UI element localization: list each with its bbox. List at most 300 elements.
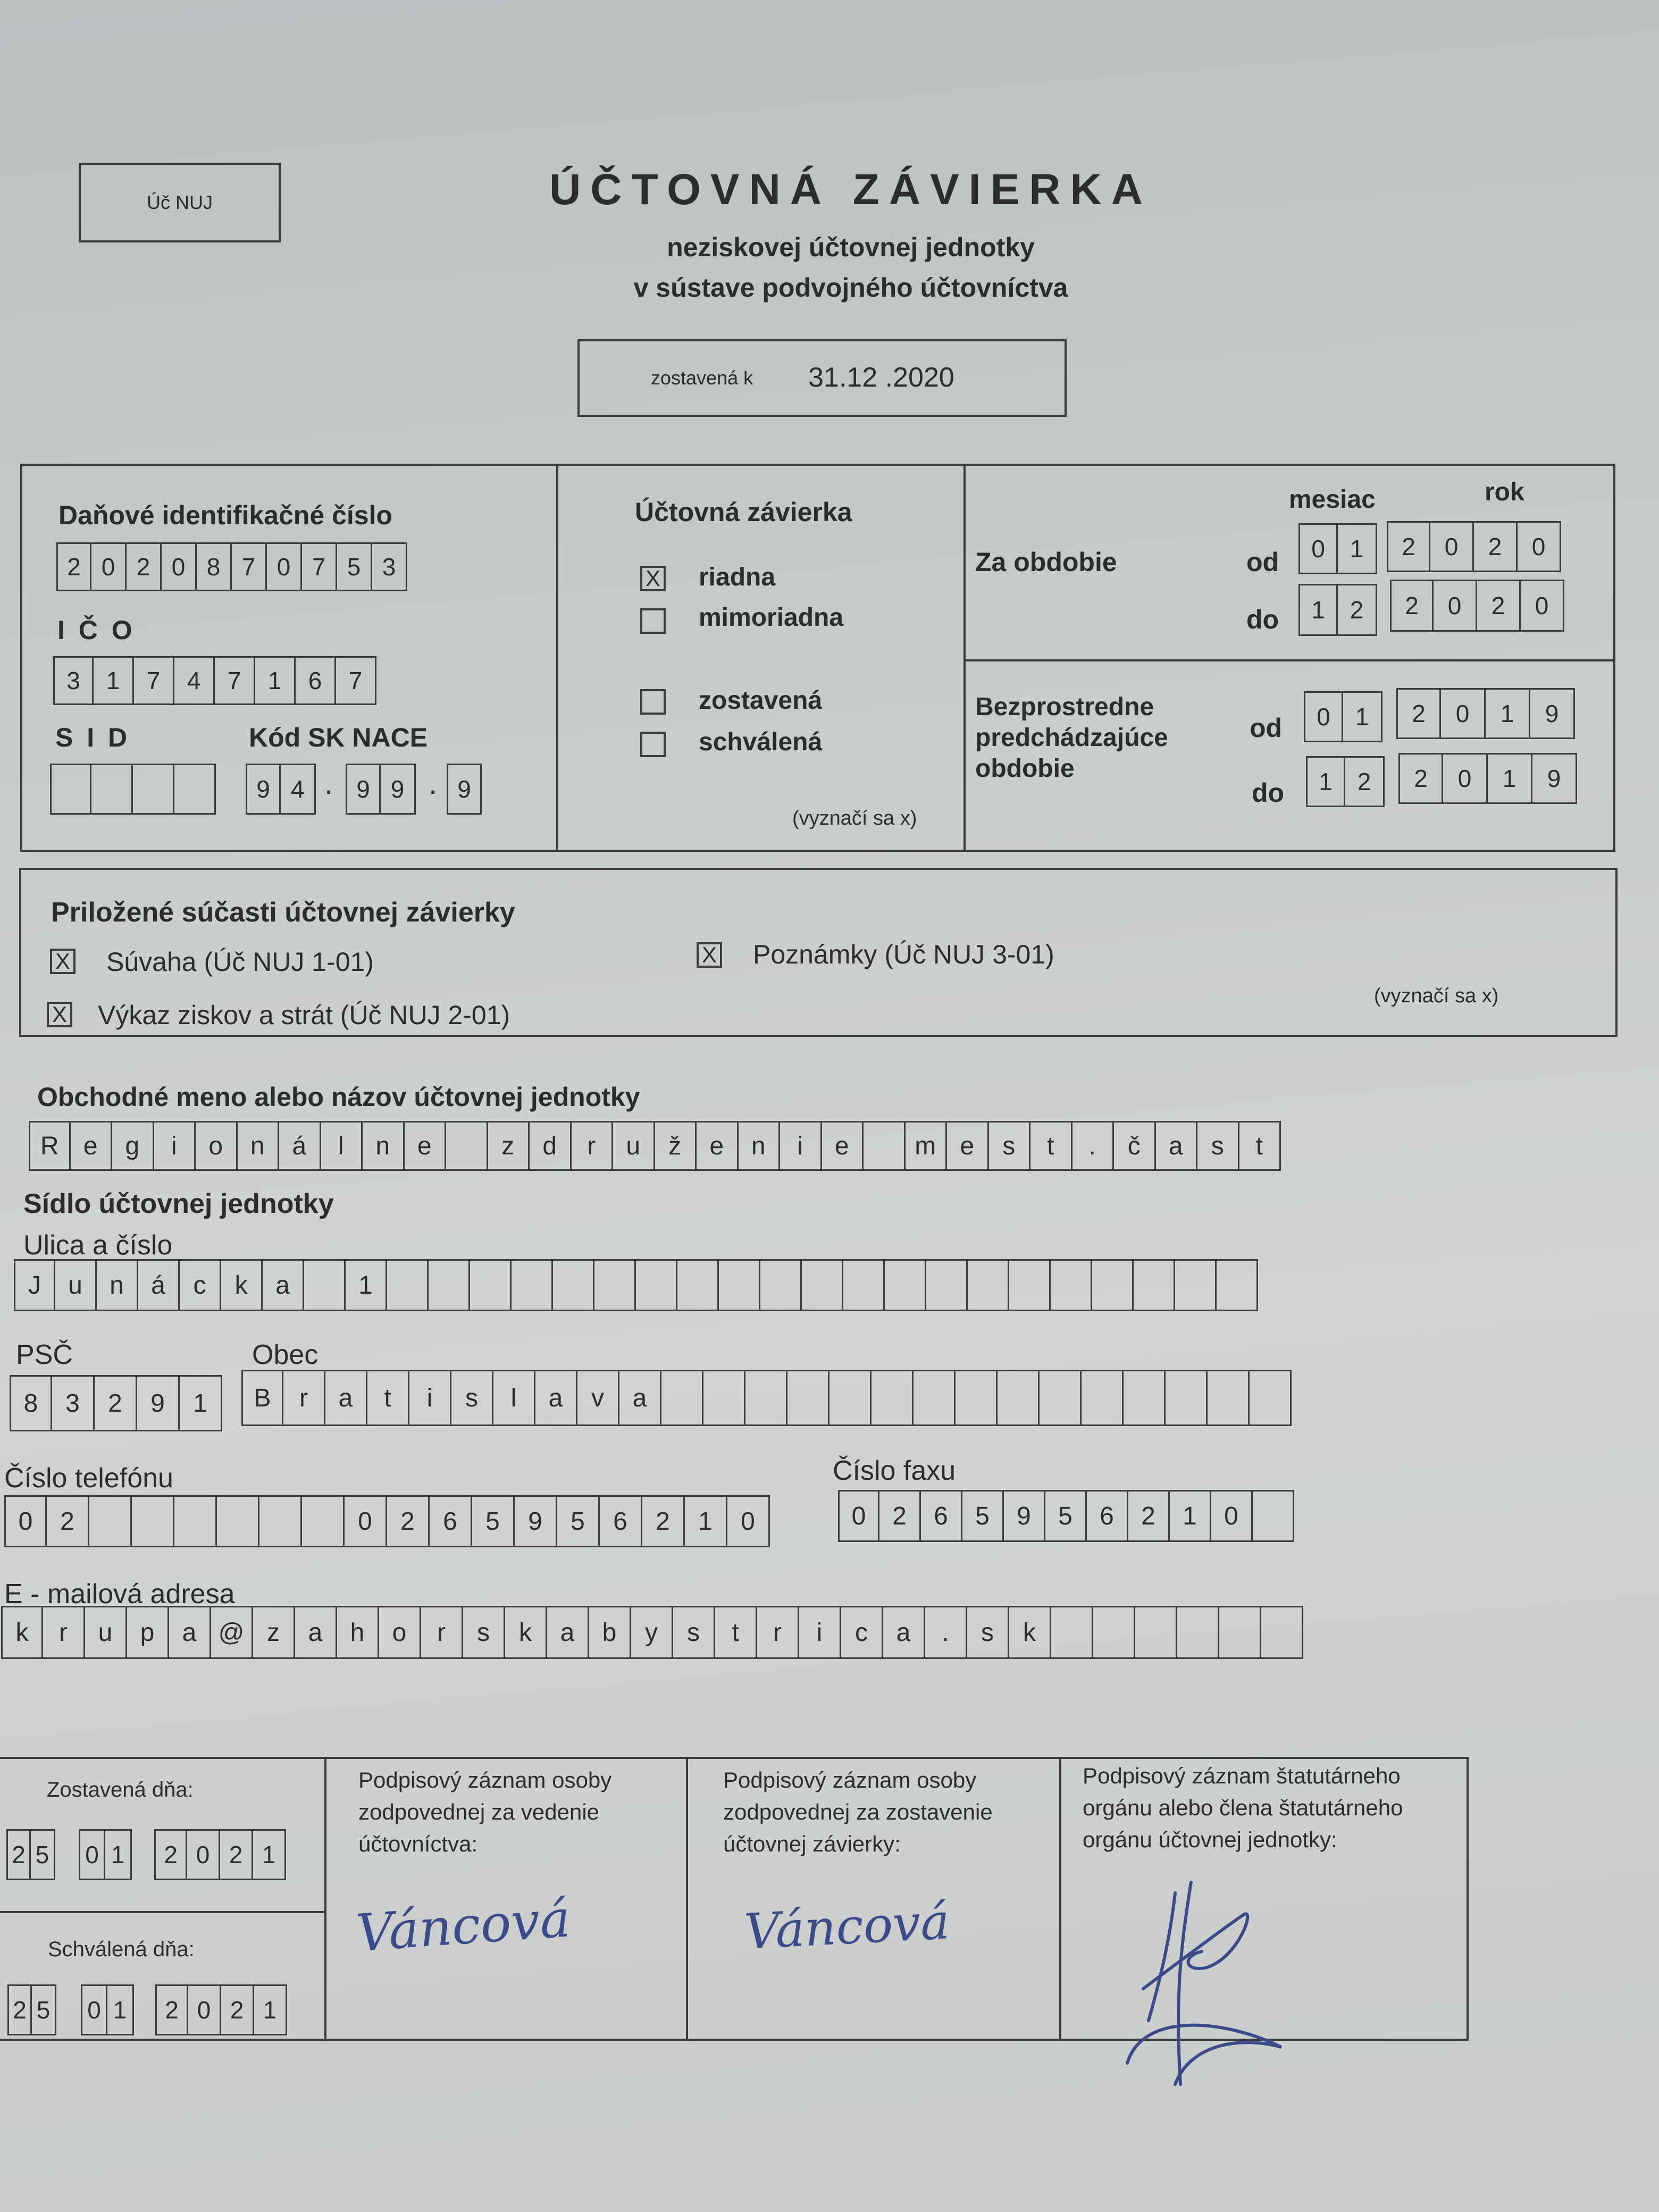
- statement-note: (vyznačí sa x): [792, 807, 917, 830]
- prev-period-label-1: Bezprostredne: [975, 693, 1154, 721]
- char-cell: a: [263, 1259, 304, 1311]
- char-cell: 7: [134, 656, 174, 705]
- char-cell: [787, 1370, 830, 1426]
- compiled-label: zostavená k: [651, 367, 753, 389]
- char-cell: e: [405, 1121, 447, 1171]
- char-cell: r: [572, 1121, 614, 1171]
- period-to-label: do: [1246, 605, 1279, 634]
- dic-cells: [56, 542, 407, 591]
- char-cell: [91, 764, 133, 815]
- char-cell: [872, 1370, 914, 1426]
- char-cell: [998, 1370, 1040, 1426]
- char-cell: k: [505, 1606, 547, 1659]
- char-cell: 0: [345, 1495, 387, 1547]
- char-cell: z: [488, 1121, 530, 1171]
- vykaz-checkbox[interactable]: X: [47, 1002, 72, 1027]
- char-cell: n: [97, 1259, 138, 1311]
- char-cell: 9: [346, 764, 381, 815]
- char-cell: [1166, 1370, 1208, 1426]
- char-cell: [703, 1370, 745, 1426]
- char-cell: [302, 1495, 345, 1547]
- char-cell: r: [43, 1606, 85, 1659]
- char-cell: 9: [1530, 688, 1575, 739]
- email-label: E - mailová adresa: [4, 1579, 235, 1610]
- name-label: Obchodné meno alebo názov účtovnej jednotky: [37, 1082, 640, 1112]
- street-label: Ulica a číslo: [23, 1230, 173, 1261]
- char-cell: 0: [91, 542, 127, 591]
- char-cell: i: [799, 1606, 841, 1659]
- email-cells: [1, 1606, 1303, 1659]
- char-cell: c: [180, 1259, 221, 1311]
- char-cell: 0: [187, 1829, 220, 1880]
- char-cell: 0: [1521, 580, 1564, 632]
- char-cell: [470, 1259, 512, 1311]
- char-cell: 1: [254, 1984, 287, 2035]
- month-header: mesiac: [1289, 485, 1376, 514]
- sign3-line-3: orgánu účtovnej jednotky:: [1083, 1827, 1337, 1852]
- attachments-note: (vyznačí sa x): [1374, 985, 1499, 1007]
- nace-separator-1: .: [324, 766, 333, 801]
- char-cell: u: [55, 1259, 97, 1311]
- char-cell: 0: [1430, 521, 1474, 572]
- mimoriadna-checkbox[interactable]: [640, 608, 666, 634]
- char-cell: 2: [7, 1984, 32, 2035]
- char-cell: 9: [1004, 1490, 1045, 1542]
- char-cell: t: [715, 1606, 757, 1659]
- nace-label: Kód SK NACE: [249, 723, 428, 752]
- char-cell: k: [1009, 1606, 1051, 1659]
- char-cell: 2: [642, 1495, 685, 1547]
- char-cell: 0: [81, 1984, 107, 2035]
- approved-on-label: Schválená dňa:: [48, 1938, 195, 1961]
- char-cell: 5: [32, 1984, 56, 2035]
- char-cell: 9: [137, 1375, 180, 1431]
- char-cell: [745, 1370, 787, 1426]
- char-cell: č: [1114, 1121, 1156, 1171]
- period-from-label: od: [1246, 547, 1279, 577]
- char-cell: a: [1156, 1121, 1198, 1171]
- char-cell: 5: [962, 1490, 1004, 1542]
- char-cell: 2: [879, 1490, 921, 1542]
- char-cell: u: [613, 1121, 655, 1171]
- char-cell: 2: [1338, 584, 1377, 636]
- char-cell: 2: [387, 1495, 430, 1547]
- char-cell: h: [337, 1606, 379, 1659]
- char-cell: [132, 1495, 174, 1547]
- char-cell: n: [238, 1121, 280, 1171]
- char-cell: 3: [52, 1375, 95, 1431]
- char-cell: 2: [155, 1984, 188, 2035]
- suvaha-label: Súvaha (Úč NUJ 1-01): [106, 947, 374, 977]
- char-cell: [760, 1259, 802, 1311]
- char-cell: 3: [53, 656, 94, 705]
- char-cell: 1: [1306, 756, 1345, 807]
- char-cell: s: [1197, 1121, 1239, 1171]
- nace-cells-1: [246, 764, 316, 815]
- char-cell: s: [451, 1370, 493, 1426]
- char-cell: 0: [162, 542, 197, 591]
- approved-on-year: [155, 1984, 287, 2035]
- char-cell: e: [697, 1121, 739, 1171]
- char-cell: [926, 1259, 968, 1311]
- char-cell: 8: [10, 1375, 52, 1431]
- char-cell: a: [883, 1606, 925, 1659]
- char-cell: @: [211, 1606, 253, 1659]
- subtitle-2: v sústave podvojného účtovníctva: [633, 273, 1068, 303]
- char-cell: z: [253, 1606, 295, 1659]
- char-cell: [1175, 1259, 1217, 1311]
- char-cell: [512, 1259, 553, 1311]
- char-cell: 1: [1338, 523, 1377, 574]
- period-label: Za obdobie: [975, 547, 1117, 577]
- char-cell: 1: [346, 1259, 387, 1311]
- sid-label: S I D: [55, 723, 131, 752]
- char-cell: 2: [47, 1495, 89, 1547]
- char-cell: 2: [127, 542, 162, 591]
- char-cell: 1: [253, 1829, 286, 1880]
- char-cell: 1: [94, 656, 134, 705]
- char-cell: 1: [107, 1984, 134, 2035]
- char-cell: [429, 1259, 470, 1311]
- char-cell: n: [739, 1121, 781, 1171]
- char-cell: 2: [1390, 580, 1434, 632]
- char-cell: 9: [1532, 753, 1577, 804]
- char-cell: 0: [727, 1495, 770, 1547]
- char-cell: 0: [1443, 753, 1488, 804]
- char-cell: o: [379, 1606, 421, 1659]
- char-cell: 7: [215, 656, 255, 705]
- char-cell: 5: [472, 1495, 515, 1547]
- char-cell: k: [221, 1259, 263, 1311]
- poznamky-label: Poznámky (Úč NUJ 3-01): [753, 940, 1054, 969]
- char-cell: i: [154, 1121, 196, 1171]
- char-cell: 0: [188, 1984, 221, 2035]
- char-cell: [304, 1259, 346, 1311]
- char-cell: 1: [1486, 688, 1530, 739]
- char-cell: [914, 1370, 956, 1426]
- char-cell: 2: [95, 1375, 137, 1431]
- nace-separator-2: .: [429, 766, 438, 801]
- char-cell: [387, 1259, 429, 1311]
- prev-to-year: [1398, 753, 1577, 804]
- char-cell: [1093, 1606, 1135, 1659]
- char-cell: 2: [1345, 756, 1385, 807]
- statutory-signature-icon: [1111, 1861, 1303, 2095]
- char-cell: 5: [1045, 1490, 1087, 1542]
- psc-cells: [10, 1375, 222, 1431]
- char-cell: [1124, 1370, 1166, 1426]
- char-cell: e: [822, 1121, 864, 1171]
- char-cell: s: [463, 1606, 505, 1659]
- char-cell: [719, 1259, 760, 1311]
- char-cell: a: [325, 1370, 367, 1426]
- prev-to-month: [1306, 756, 1385, 807]
- char-cell: 9: [515, 1495, 557, 1547]
- subtitle-1: neziskovej účtovnej jednotky: [667, 232, 1035, 262]
- char-cell: 2: [1477, 580, 1521, 632]
- riadna-checkbox[interactable]: X: [640, 566, 666, 591]
- char-cell: v: [577, 1370, 619, 1426]
- char-cell: t: [367, 1370, 409, 1426]
- char-cell: 0: [1211, 1490, 1253, 1542]
- char-cell: 0: [79, 1829, 105, 1880]
- char-cell: [133, 764, 174, 815]
- char-cell: 5: [557, 1495, 600, 1547]
- char-cell: l: [493, 1370, 535, 1426]
- char-cell: 1: [105, 1829, 132, 1880]
- form-code: Úč NUJ: [147, 191, 213, 213]
- ico-cells: [53, 656, 376, 705]
- char-cell: 2: [1396, 688, 1441, 739]
- compiled-on-label: Zostavená dňa:: [47, 1778, 194, 1802]
- char-cell: 0: [4, 1495, 47, 1547]
- char-cell: [50, 764, 91, 815]
- char-cell: á: [279, 1121, 321, 1171]
- char-cell: [830, 1370, 872, 1426]
- char-cell: [864, 1121, 906, 1171]
- street-cells: [14, 1259, 1258, 1311]
- char-cell: .: [925, 1606, 967, 1659]
- prev-period-label-2: predchádzajúce: [975, 724, 1168, 752]
- period-from-year: [1387, 521, 1561, 572]
- char-cell: [446, 1121, 488, 1171]
- sig-divider-3: [1059, 1757, 1061, 2041]
- char-cell: g: [112, 1121, 154, 1171]
- char-cell: [217, 1495, 259, 1547]
- char-cell: [956, 1370, 998, 1426]
- sig-divider-1: [324, 1757, 326, 2041]
- riadna-label: riadna: [699, 563, 776, 591]
- char-cell: n: [363, 1121, 405, 1171]
- period-to-year: [1390, 580, 1564, 632]
- char-cell: [1092, 1259, 1134, 1311]
- suvaha-checkbox[interactable]: X: [50, 949, 76, 974]
- phone-cells: [4, 1495, 770, 1547]
- char-cell: 6: [430, 1495, 472, 1547]
- char-cell: r: [421, 1606, 463, 1659]
- char-cell: [1082, 1370, 1124, 1426]
- char-cell: .: [1073, 1121, 1115, 1171]
- char-cell: 1: [180, 1375, 222, 1431]
- char-cell: [802, 1259, 843, 1311]
- sign1-line-3: účtovníctva:: [358, 1831, 478, 1856]
- char-cell: 6: [296, 656, 336, 705]
- char-cell: a: [169, 1606, 211, 1659]
- char-cell: 9: [447, 764, 482, 815]
- char-cell: [1135, 1606, 1177, 1659]
- sign3-line-2: orgánu alebo člena štatutárneho: [1083, 1795, 1403, 1820]
- char-cell: [968, 1259, 1009, 1311]
- fax-cells: [838, 1490, 1294, 1542]
- char-cell: a: [547, 1606, 589, 1659]
- fax-label: Číslo faxu: [833, 1455, 956, 1486]
- char-cell: [1261, 1606, 1303, 1659]
- phone-label: Číslo telefónu: [4, 1463, 173, 1494]
- char-cell: [1253, 1490, 1294, 1542]
- char-cell: J: [14, 1259, 55, 1311]
- char-cell: [259, 1495, 302, 1547]
- char-cell: 0: [838, 1490, 879, 1542]
- ico-label: I Č O: [57, 615, 136, 645]
- char-cell: [553, 1259, 594, 1311]
- signature-statement: Váncová: [743, 1892, 951, 1961]
- statement-title: Účtovná závierka: [635, 497, 852, 527]
- char-cell: 2: [1398, 753, 1443, 804]
- char-cell: 1: [1298, 584, 1338, 636]
- char-cell: [594, 1259, 636, 1311]
- char-cell: [1208, 1370, 1250, 1426]
- char-cell: r: [757, 1606, 799, 1659]
- id-divider-3: [963, 659, 1615, 661]
- char-cell: 2: [1387, 521, 1430, 572]
- char-cell: [843, 1259, 885, 1311]
- char-cell: 2: [56, 542, 91, 591]
- char-cell: 9: [246, 764, 281, 815]
- char-cell: m: [906, 1121, 948, 1171]
- char-cell: 1: [1488, 753, 1532, 804]
- char-cell: e: [71, 1121, 113, 1171]
- char-cell: 0: [1441, 688, 1486, 739]
- char-cell: k: [1, 1606, 43, 1659]
- char-cell: s: [989, 1121, 1031, 1171]
- mimoriadna-label: mimoriadna: [699, 604, 844, 632]
- char-cell: 0: [1434, 580, 1477, 632]
- char-cell: 2: [1474, 521, 1518, 572]
- char-cell: [89, 1495, 132, 1547]
- char-cell: l: [321, 1121, 363, 1171]
- prev-period-label-3: obdobie: [975, 755, 1075, 783]
- char-cell: 0: [267, 542, 302, 591]
- char-cell: p: [127, 1606, 169, 1659]
- char-cell: 4: [174, 656, 215, 705]
- char-cell: [1051, 1259, 1092, 1311]
- approved-on-month: [81, 1984, 134, 2035]
- psc-label: PSČ: [16, 1339, 73, 1370]
- sid-cells: [50, 764, 216, 815]
- char-cell: 0: [1304, 691, 1343, 742]
- sign2-line-1: Podpisový záznam osoby: [723, 1767, 977, 1792]
- char-cell: 8: [197, 542, 232, 591]
- schvalena-checkbox[interactable]: [640, 732, 666, 757]
- nace-cells-2: [346, 764, 416, 815]
- period-to-month: [1298, 584, 1377, 636]
- char-cell: [1217, 1259, 1258, 1311]
- char-cell: 2: [221, 1984, 254, 2035]
- char-cell: [1134, 1259, 1175, 1311]
- prev-from-year: [1396, 688, 1575, 739]
- seat-label: Sídlo účtovnej jednotky: [23, 1188, 334, 1219]
- char-cell: 1: [1170, 1490, 1211, 1542]
- char-cell: i: [409, 1370, 451, 1426]
- sign1-line-2: zodpovednej za vedenie: [358, 1799, 600, 1824]
- char-cell: d: [530, 1121, 572, 1171]
- char-cell: o: [196, 1121, 238, 1171]
- char-cell: 0: [1518, 521, 1561, 572]
- char-cell: 2: [220, 1829, 253, 1880]
- poznamky-checkbox[interactable]: X: [697, 942, 722, 968]
- char-cell: R: [29, 1121, 71, 1171]
- nace-cells-3: [447, 764, 482, 815]
- zostavena-checkbox[interactable]: [640, 689, 666, 715]
- name-cells: [29, 1121, 1281, 1171]
- prev-to-label: do: [1252, 778, 1285, 808]
- prev-from-label: od: [1250, 713, 1283, 743]
- sign1-line-1: Podpisový záznam osoby: [358, 1767, 612, 1792]
- char-cell: s: [967, 1606, 1009, 1659]
- char-cell: 6: [1087, 1490, 1128, 1542]
- char-cell: [1051, 1606, 1093, 1659]
- char-cell: [677, 1259, 719, 1311]
- char-cell: 1: [685, 1495, 727, 1547]
- compiled-on-year: [154, 1829, 286, 1880]
- char-cell: u: [85, 1606, 127, 1659]
- char-cell: 7: [232, 542, 267, 591]
- char-cell: 2: [154, 1829, 187, 1880]
- char-cell: [1219, 1606, 1261, 1659]
- char-cell: 6: [600, 1495, 642, 1547]
- char-cell: [1250, 1370, 1292, 1426]
- char-cell: 1: [1343, 691, 1382, 742]
- schvalena-label: schválená: [699, 728, 823, 756]
- signature-accounting: Váncová: [354, 1889, 573, 1963]
- char-cell: e: [947, 1121, 989, 1171]
- obec-cells: [241, 1370, 1292, 1426]
- char-cell: 2: [1128, 1490, 1170, 1542]
- char-cell: [174, 764, 216, 815]
- char-cell: t: [1239, 1121, 1281, 1171]
- period-from-month: [1298, 523, 1377, 574]
- compiled-on-month: [79, 1829, 132, 1880]
- char-cell: 5: [31, 1829, 55, 1880]
- sign2-line-2: zodpovednej za zostavenie: [723, 1799, 993, 1824]
- char-cell: b: [589, 1606, 631, 1659]
- attachments-title: Priložené súčasti účtovnej závierky: [51, 897, 515, 928]
- sign2-line-3: účtovnej závierky:: [723, 1831, 901, 1856]
- page-title: ÚČTOVNÁ ZÁVIERKA: [549, 165, 1152, 214]
- char-cell: a: [619, 1370, 661, 1426]
- char-cell: 9: [381, 764, 416, 815]
- char-cell: t: [1030, 1121, 1073, 1171]
- char-cell: [1177, 1606, 1219, 1659]
- char-cell: [1009, 1259, 1051, 1311]
- char-cell: 0: [1298, 523, 1338, 574]
- char-cell: [1040, 1370, 1082, 1426]
- year-header: rok: [1485, 478, 1524, 506]
- char-cell: [174, 1495, 217, 1547]
- char-cell: y: [631, 1606, 673, 1659]
- char-cell: 3: [372, 542, 407, 591]
- char-cell: a: [535, 1370, 577, 1426]
- char-cell: a: [295, 1606, 337, 1659]
- char-cell: 1: [255, 656, 296, 705]
- char-cell: i: [780, 1121, 822, 1171]
- dic-label: Daňové identifikačné číslo: [58, 500, 392, 530]
- char-cell: [636, 1259, 677, 1311]
- char-cell: á: [138, 1259, 180, 1311]
- zostavena-label: zostavená: [699, 686, 823, 715]
- char-cell: 7: [302, 542, 337, 591]
- char-cell: 7: [336, 656, 376, 705]
- char-cell: B: [241, 1370, 283, 1426]
- compiled-date: 31.12 .2020: [808, 362, 954, 393]
- compiled-on-day: [6, 1829, 55, 1880]
- id-divider-2: [963, 464, 966, 852]
- char-cell: 6: [921, 1490, 962, 1542]
- sign3-line-1: Podpisový záznam štatutárneho: [1083, 1763, 1401, 1788]
- char-cell: ž: [655, 1121, 697, 1171]
- sig-divider-h: [0, 1911, 326, 1913]
- compiled-date-box: [577, 339, 1067, 417]
